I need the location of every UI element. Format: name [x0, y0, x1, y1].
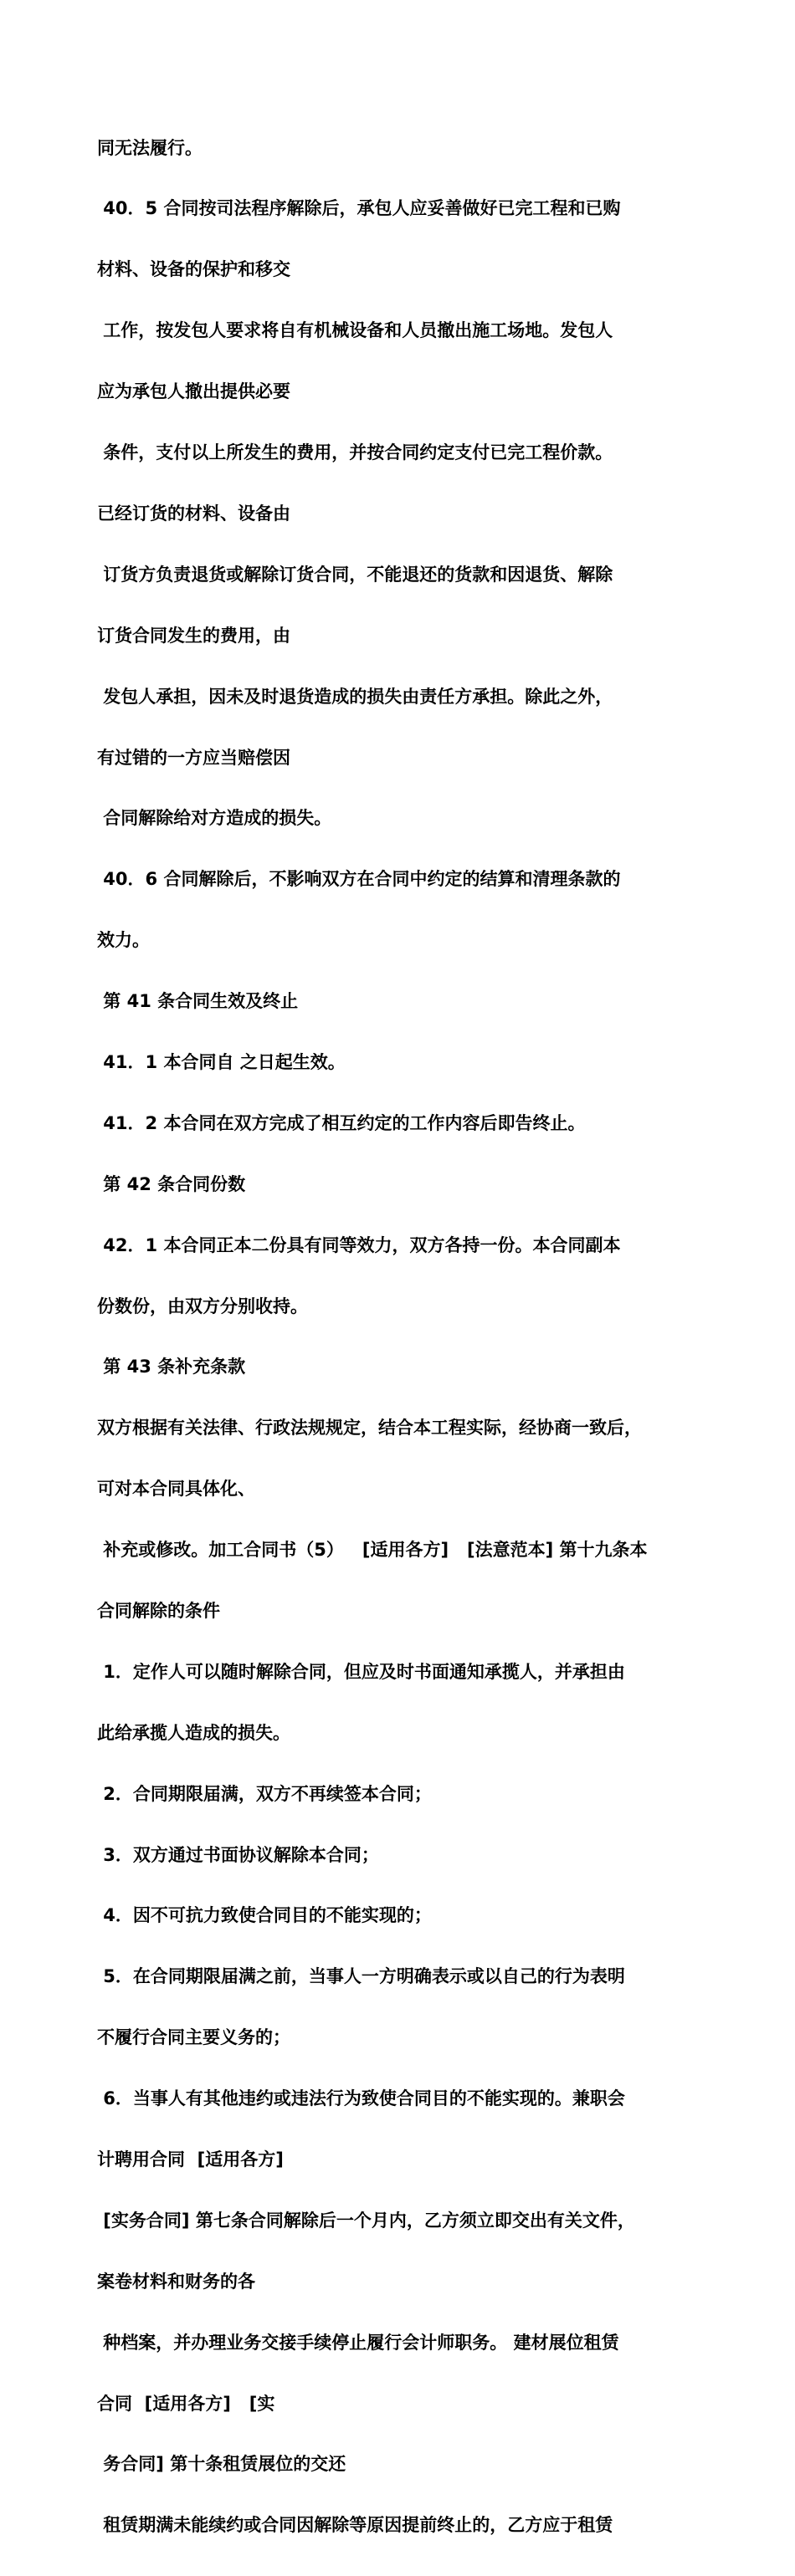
- document-text-block: [97, 97, 716, 2576]
- text-line: 条件，支付以上所发生的费用，并按合同约定支付已完工程价款。: [97, 442, 613, 463]
- text-line: 效力。: [97, 930, 150, 951]
- text-line: 41．1 本合同自 之日起生效。: [97, 1051, 346, 1072]
- text-line: 补充或修改。加工合同书（5） [适用各方] [法意范本] 第十九条本: [97, 1540, 648, 1561]
- text-line: 3．双方通过书面协议解除本合同；: [97, 1844, 379, 1865]
- text-line: 5．在合同期限届满之前，当事人一方明确表示或以自己的行为表明: [97, 1966, 625, 1987]
- text-line: 已经订货的材料、设备由: [97, 503, 290, 524]
- text-line: 40．5 合同按司法程序解除后，承包人应妥善做好已完工程和已购: [97, 198, 621, 219]
- section-heading: 第 42 条合同份数: [97, 1173, 246, 1194]
- text-line: 2．合同期限届满，双方不再续签本合同；: [97, 1783, 432, 1804]
- text-line: 不履行合同主要义务的；: [97, 2027, 290, 2048]
- text-line: 合同 [适用各方] [实: [97, 2393, 275, 2414]
- text-line: 案卷材料和财务的各: [97, 2271, 255, 2292]
- text-line: 工作，按发包人要求将自有机械设备和人员撤出施工场地。发包人: [97, 320, 613, 341]
- text-line: 合同解除给对方造成的损失。: [97, 808, 332, 829]
- text-line: 应为承包人撤出提供必要: [97, 381, 290, 402]
- text-line: 务合同] 第十条租赁展位的交还: [97, 2454, 346, 2475]
- text-line: 可对本合同具体化、: [97, 1479, 255, 1500]
- text-line: 订货方负责退货或解除订货合同，不能退还的货款和因退货、解除: [97, 564, 613, 585]
- text-line: 同无法履行。: [97, 137, 203, 158]
- text-line: [实务合同] 第七条合同解除后一个月内，乙方须立即交出有关文件，: [97, 2210, 635, 2231]
- text-line: 租赁期满未能续约或合同因解除等原因提前终止的，乙方应于租赁: [97, 2515, 613, 2536]
- section-heading: 第 41 条合同生效及终止: [97, 991, 299, 1012]
- text-line: 订货合同发生的费用，由: [97, 625, 290, 646]
- text-line: 份数份，由双方分别收持。: [97, 1296, 308, 1316]
- text-line: 材料、设备的保护和移交: [97, 259, 290, 280]
- text-line: 计聘用合同 [适用各方]: [97, 2149, 284, 2170]
- section-heading: 第 43 条补充条款: [97, 1357, 246, 1377]
- text-line: 1．定作人可以随时解除合同，但应及时书面通知承揽人，并承担由: [97, 1661, 625, 1682]
- text-line: 合同解除的条件: [97, 1600, 220, 1621]
- text-line: 4．因不可抗力致使合同目的不能实现的；: [97, 1905, 432, 1926]
- text-line: 发包人承担，因未及时退货造成的损失由责任方承担。除此之外，: [97, 686, 613, 707]
- text-line: 双方根据有关法律、行政法规规定，结合本工程实际，经协商一致后，: [97, 1418, 642, 1439]
- text-line: 6．当事人有其他违约或违法行为致使合同目的不能实现的。兼职会: [97, 2088, 625, 2109]
- text-line: 种档案，并办理业务交接手续停止履行会计师职务。 建材展位租赁: [97, 2332, 619, 2353]
- text-line: 42．1 本合同正本二份具有同等效力，双方各持一份。本合同副本: [97, 1234, 621, 1255]
- text-line: 有过错的一方应当赔偿因: [97, 747, 290, 768]
- text-line: 40．6 合同解除后，不影响双方在合同中约定的结算和清理条款的: [97, 869, 621, 890]
- text-line: 此给承揽人造成的损失。: [97, 1722, 290, 1743]
- text-line: 41．2 本合同在双方完成了相互约定的工作内容后即告终止。: [97, 1112, 586, 1133]
